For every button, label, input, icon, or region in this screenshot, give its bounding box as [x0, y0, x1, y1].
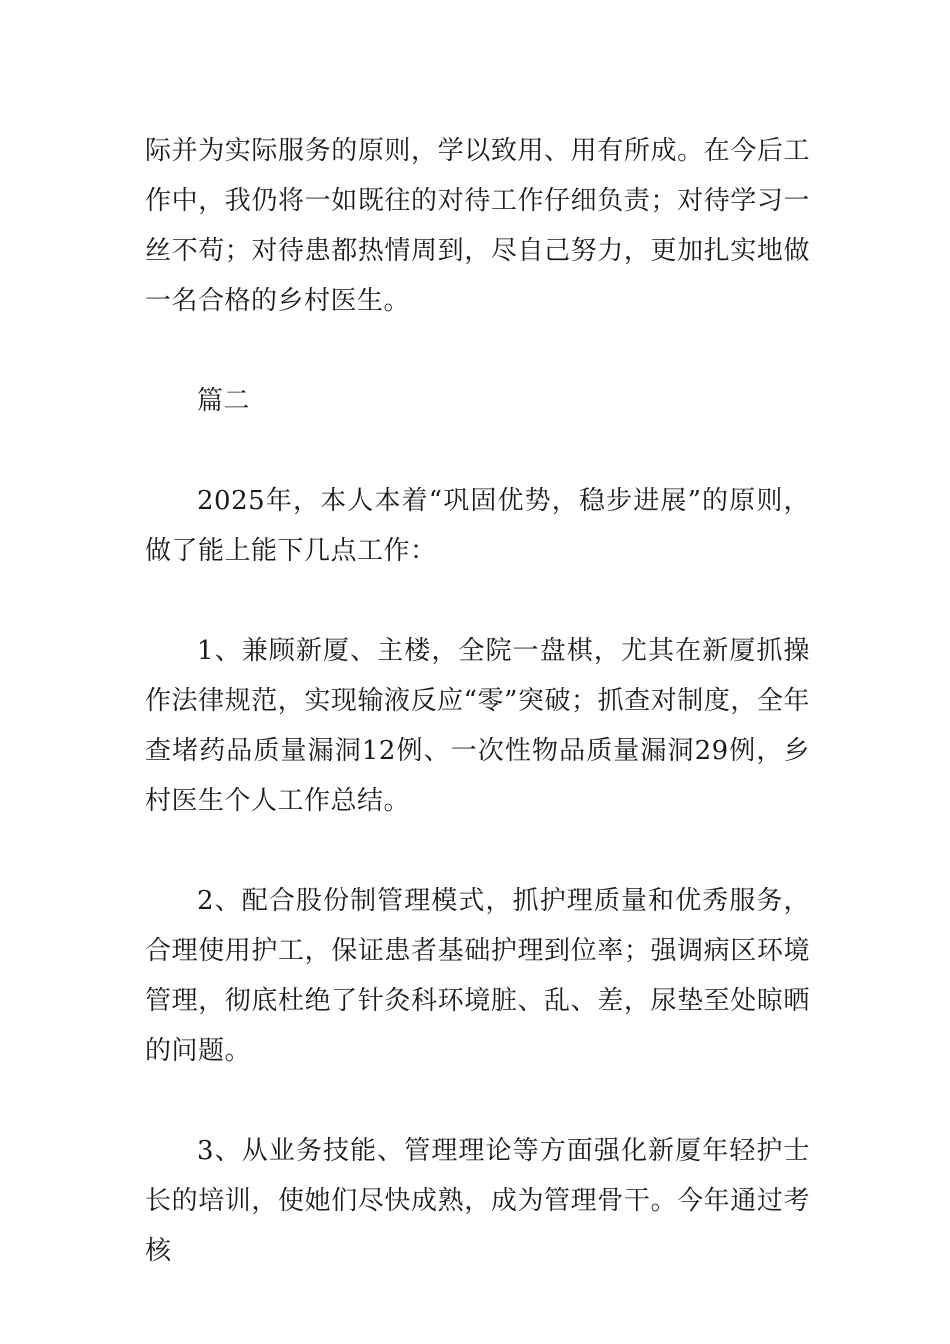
document-body: [145, 126, 810, 1276]
paragraph-intro: 2025年，本人本着“巩固优势，稳步进展”的原则，做了能上能下几点工作：: [145, 486, 810, 566]
section-heading: 篇二: [197, 386, 251, 416]
paragraph-item-1: 1、兼顾新厦、主楼，全院一盘棋，尤其在新厦抓操作法律规范，实现输液反应“零”突破；抓查对制度，全年查堵药品质量漏洞12例、一次性物品质量漏洞29例，乡村医生个人工作总结。: [145, 636, 810, 816]
paragraph-item-3: 3、从业务技能、管理理论等方面强化新厦年轻护士长的培训，使她们尽快成熟，成为管理骨干。今年通过考核: [145, 1136, 810, 1266]
paragraph-item-2: 2、配合股份制管理模式，抓护理质量和优秀服务，合理使用护工，保证患者基础护理到位率；强调病区环境管理，彻底杜绝了针灸科环境脏、乱、差，尿垫至处晾晒的问题。: [145, 886, 810, 1066]
paragraph-continuation: 际并为实际服务的原则，学以致用、用有所成。在今后工作中，我仍将一如既往的对待工作仔细负责；对待学习一丝不苟；对待患都热情周到，尽自己努力，更加扎实地做一名合格的乡村医生。: [145, 136, 810, 316]
